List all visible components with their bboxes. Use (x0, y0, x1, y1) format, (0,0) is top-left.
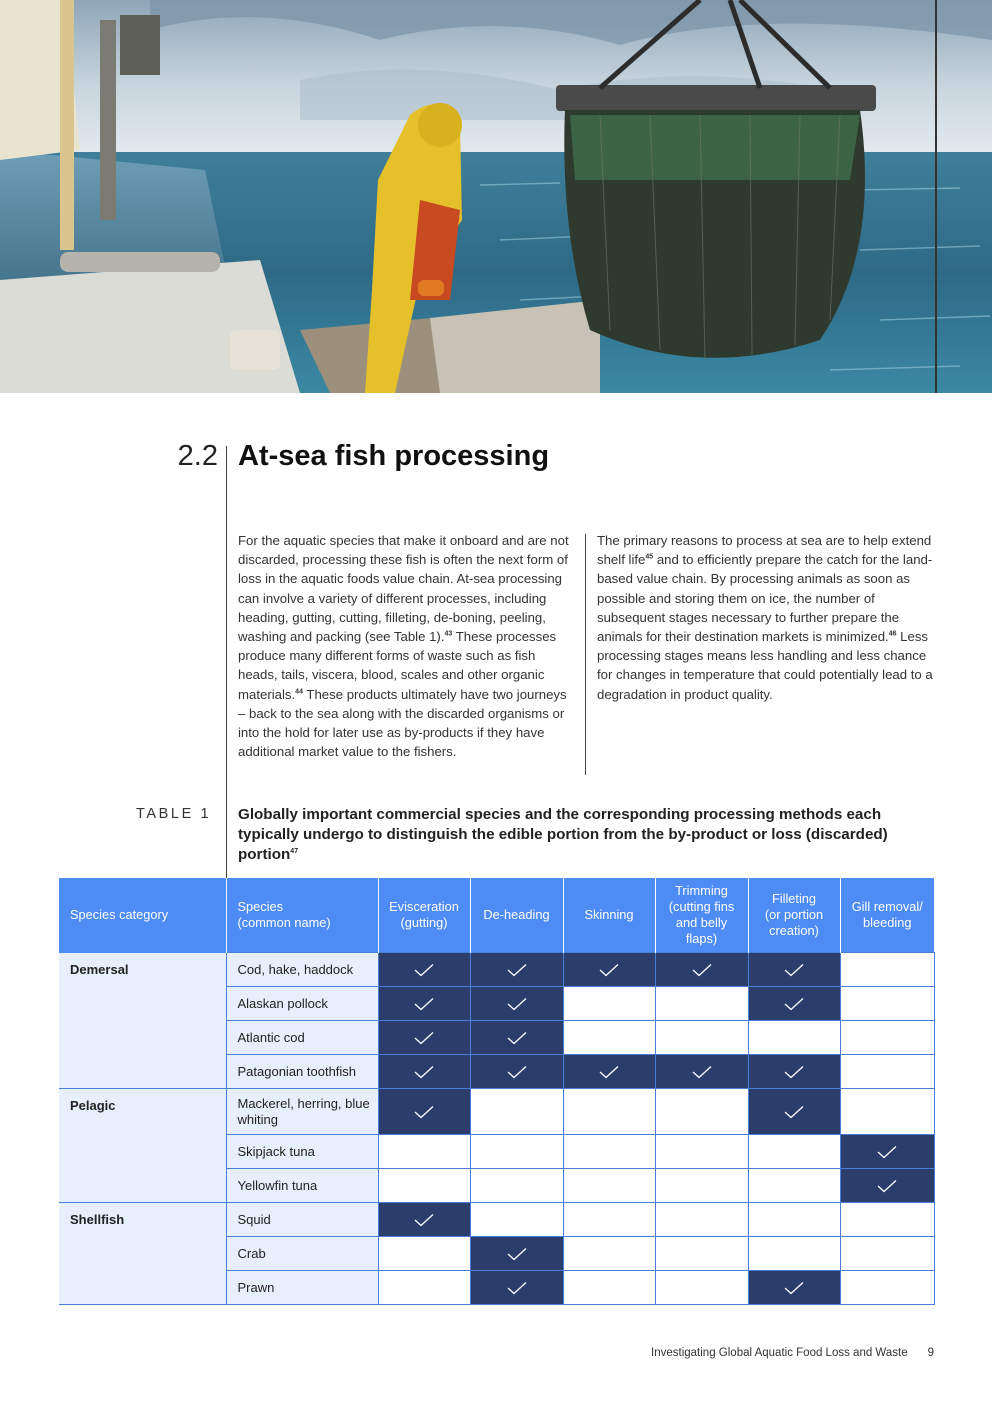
mark-cell-skinning (563, 1203, 655, 1237)
check-icon (691, 1065, 713, 1079)
mark-cell-gill-removal (840, 953, 934, 987)
mark-cell-skinning (563, 1271, 655, 1305)
check-icon (783, 1105, 805, 1119)
header-species-category: Species category (59, 878, 226, 953)
mark-cell-filleting (748, 1237, 840, 1271)
mark-cell-deheading (470, 1271, 563, 1305)
table-label: TABLE 1 (136, 806, 212, 822)
check-icon (413, 997, 435, 1011)
mark-cell-gill-removal (840, 987, 934, 1021)
check-icon (876, 1145, 898, 1159)
mark-cell-skinning (563, 1021, 655, 1055)
mark-cell-gill-removal (840, 1021, 934, 1055)
mark-cell-trimming (655, 1055, 748, 1089)
mark-cell-evisceration (378, 1169, 470, 1203)
mark-cell-gill-removal (840, 1203, 934, 1237)
mark-cell-gill-removal (840, 1089, 934, 1135)
check-icon (413, 963, 435, 977)
check-icon (598, 963, 620, 977)
check-icon (691, 963, 713, 977)
footnote-ref[interactable]: 43 (444, 630, 453, 638)
header-skinning: Skinning (563, 878, 655, 953)
check-icon (413, 1031, 435, 1045)
check-icon (506, 997, 528, 1011)
mark-cell-deheading (470, 1135, 563, 1169)
table-row (59, 1203, 934, 1237)
species-cell: Alaskan pollock (226, 987, 378, 1021)
mark-cell-filleting (748, 1203, 840, 1237)
mark-cell-trimming (655, 987, 748, 1021)
mark-cell-trimming (655, 1021, 748, 1055)
footnote-ref[interactable]: 44 (295, 688, 303, 696)
footnote-ref[interactable]: 47 (290, 847, 299, 855)
mark-cell-evisceration (378, 1089, 470, 1135)
check-icon (506, 1247, 528, 1261)
check-icon (783, 1281, 805, 1295)
check-icon (506, 1065, 528, 1079)
mark-cell-skinning (563, 1237, 655, 1271)
species-cell: Skipjack tuna (226, 1135, 378, 1169)
check-icon (413, 1213, 435, 1227)
mark-cell-trimming (655, 1271, 748, 1305)
section-title: At-sea fish processing (238, 440, 550, 472)
mark-cell-filleting (748, 1169, 840, 1203)
footnote-ref[interactable]: 45 (645, 553, 654, 561)
footer-title: Investigating Global Aquatic Food Loss and Waste (651, 1347, 908, 1359)
mark-cell-trimming (655, 1169, 748, 1203)
check-icon (783, 963, 805, 977)
check-icon (413, 1065, 435, 1079)
check-icon (876, 1179, 898, 1193)
check-icon (783, 1065, 805, 1079)
category-cell-demersal: Demersal (59, 953, 226, 1089)
species-cell: Crab (226, 1237, 378, 1271)
mark-cell-evisceration (378, 1055, 470, 1089)
species-cell: Patagonian toothfish (226, 1055, 378, 1089)
body-column-left: For the aquatic species that make it onboard and are not discarded, processing these fish is often the next form of loss in the aquatic foods value chain. At-sea processing can involve a variety of different processes, including heading, gutting, cutting, filleting, de-boning, peeling, washing and packing (see Table 1).$^{43}$ These processes produce many different forms of waste such as fish heads, tails, viscera, blood, scales and other organic materials.$^{44}$ These products ultimately have two journeys – back to the sea along with the discarded organisms or into the hold for later use as by-products if they have additional market value to the fishers. (238, 533, 569, 760)
mark-cell-filleting (748, 1089, 840, 1135)
mark-cell-deheading (470, 1169, 563, 1203)
mark-cell-deheading (470, 1237, 563, 1271)
table-caption: Globally important commercial species and the corresponding processing methods each typically undergo to distinguish the edible portion from the by-product or loss (discarded) portion$^{47}$ (238, 806, 888, 863)
header-species: Species (common name) (226, 878, 378, 953)
mark-cell-filleting (748, 1055, 840, 1089)
species-cell: Squid (226, 1203, 378, 1237)
mark-cell-filleting (748, 1021, 840, 1055)
mark-cell-filleting (748, 987, 840, 1021)
mark-cell-filleting (748, 1135, 840, 1169)
mark-cell-evisceration (378, 1021, 470, 1055)
page-footer (651, 1347, 934, 1359)
mark-cell-evisceration (378, 987, 470, 1021)
mark-cell-deheading (470, 953, 563, 987)
check-icon (506, 963, 528, 977)
species-cell: Mackerel, herring, blue whiting (226, 1089, 378, 1135)
species-cell: Cod, hake, haddock (226, 953, 378, 987)
header-trimming: Trimming (cutting fins and belly flaps) (655, 878, 748, 953)
species-cell: Yellowfin tuna (226, 1169, 378, 1203)
header-deheading: De-heading (470, 878, 563, 953)
mark-cell-skinning (563, 1055, 655, 1089)
mark-cell-skinning (563, 1135, 655, 1169)
page-number: 9 (927, 1347, 934, 1359)
mark-cell-skinning (563, 1169, 655, 1203)
mark-cell-filleting (748, 953, 840, 987)
mark-cell-trimming (655, 953, 748, 987)
mark-cell-trimming (655, 1135, 748, 1169)
mark-cell-gill-removal (840, 1055, 934, 1089)
species-cell: Atlantic cod (226, 1021, 378, 1055)
column-divider (585, 534, 586, 775)
mark-cell-evisceration (378, 1135, 470, 1169)
table-header-row (59, 878, 934, 953)
species-cell: Prawn (226, 1271, 378, 1305)
mark-cell-skinning (563, 1089, 655, 1135)
mark-cell-deheading (470, 1089, 563, 1135)
processing-table (59, 878, 935, 1305)
check-icon (783, 997, 805, 1011)
check-icon (506, 1281, 528, 1295)
mark-cell-deheading (470, 1203, 563, 1237)
mark-cell-evisceration (378, 1203, 470, 1237)
mark-cell-skinning (563, 953, 655, 987)
mark-cell-skinning (563, 987, 655, 1021)
header-evisceration: Evisceration (gutting) (378, 878, 470, 953)
header-filleting: Filleting (or portion creation) (748, 878, 840, 953)
check-icon (598, 1065, 620, 1079)
category-cell-shellfish: Shellfish (59, 1203, 226, 1305)
table-row (59, 1089, 934, 1135)
body-column-right: The primary reasons to process at sea are to help extend shelf life$^{45}$ and to efficiently prepare the catch for the land-based value chain. By processing animals as soon as possible and storing them on ice, the number of subsequent stages necessary to further prepare the animals for their destination markets is minimized.$^{46}$ Less processing stages means less handling and less chance for changes in temperature that could potentially lead to a degradation in product quality. (597, 533, 933, 702)
mark-cell-trimming (655, 1203, 748, 1237)
section-number: 2.2 (177, 440, 218, 472)
mark-cell-gill-removal (840, 1237, 934, 1271)
header-gill-removal: Gill removal/ bleeding (840, 878, 934, 953)
mark-cell-evisceration (378, 1237, 470, 1271)
heading-divider (226, 446, 227, 878)
mark-cell-trimming (655, 1237, 748, 1271)
check-icon (413, 1105, 435, 1119)
mark-cell-deheading (470, 987, 563, 1021)
check-icon (506, 1031, 528, 1045)
mark-cell-gill-removal (840, 1135, 934, 1169)
hero-photo (0, 0, 992, 393)
mark-cell-gill-removal (840, 1169, 934, 1203)
category-cell-pelagic: Pelagic (59, 1089, 226, 1203)
mark-cell-deheading (470, 1021, 563, 1055)
footnote-ref[interactable]: 46 (888, 630, 897, 638)
mark-cell-filleting (748, 1271, 840, 1305)
table-row (59, 953, 934, 987)
mark-cell-deheading (470, 1055, 563, 1089)
mark-cell-trimming (655, 1089, 748, 1135)
mark-cell-evisceration (378, 1271, 470, 1305)
mark-cell-evisceration (378, 953, 470, 987)
mark-cell-gill-removal (840, 1271, 934, 1305)
